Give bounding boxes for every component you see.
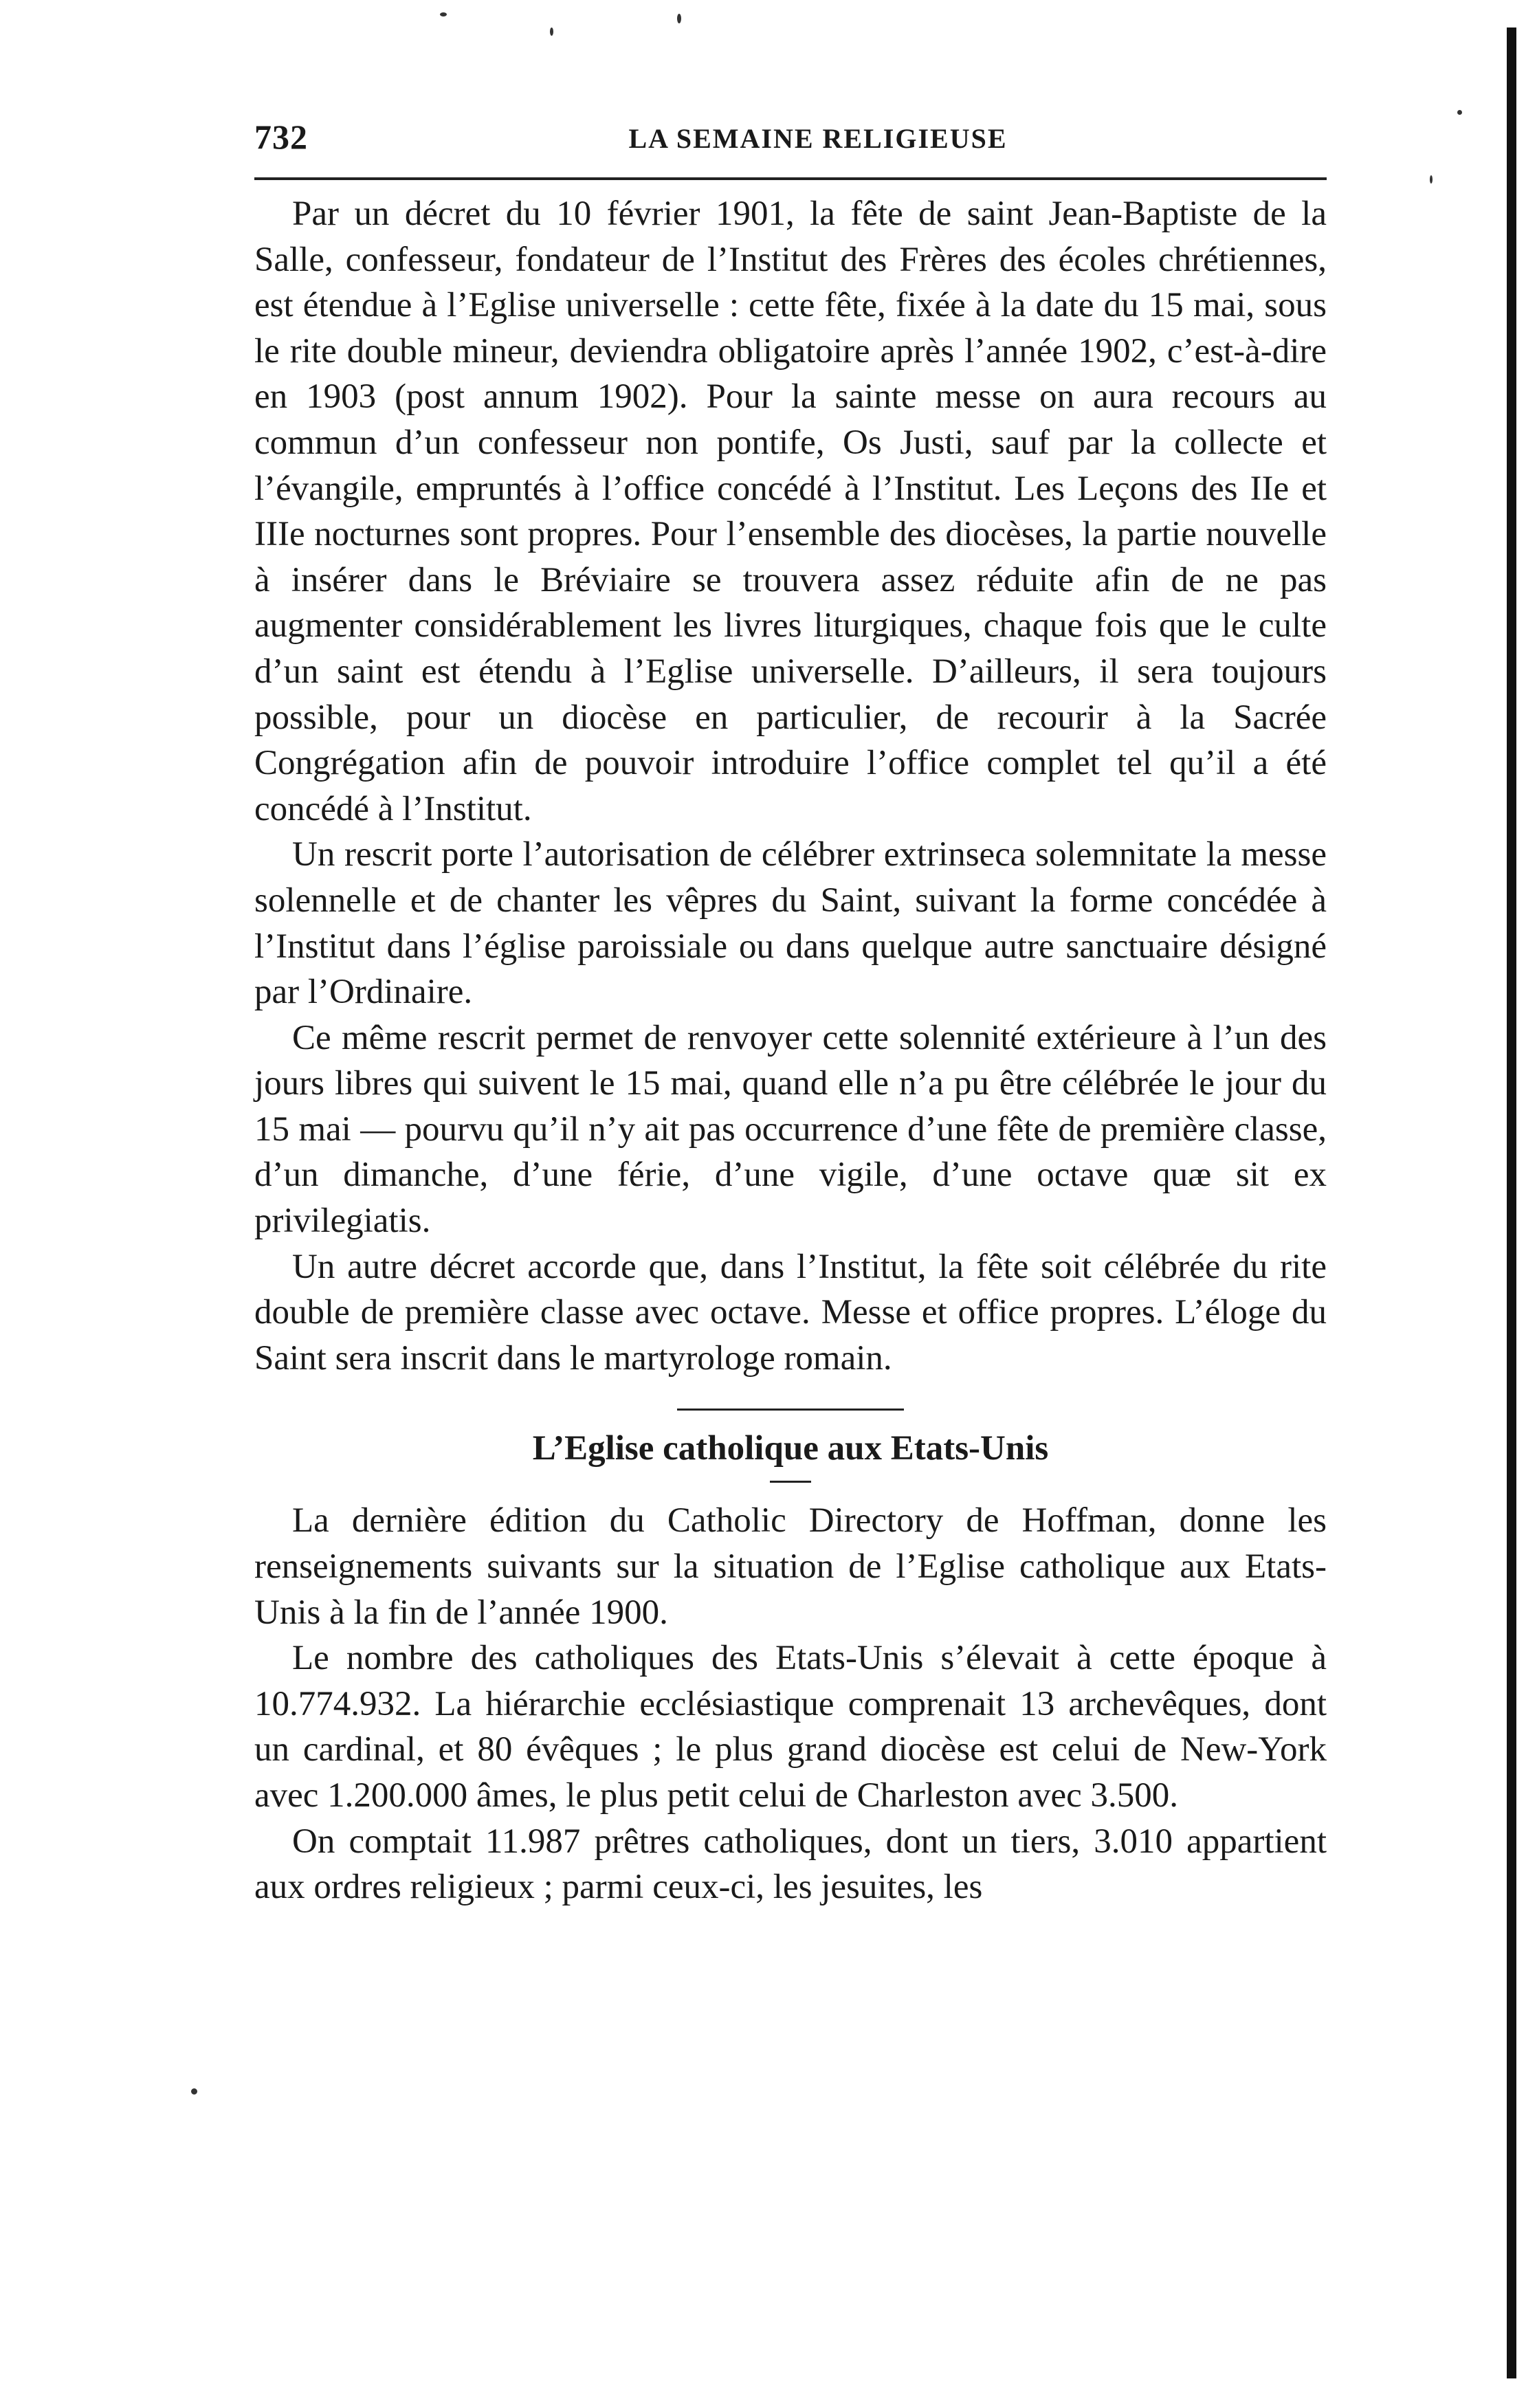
paragraph: La dernière édition du Catholic Directory de Hoffman, donne les renseignements suivants sur la situation de l’Eglise catholique aux Etats-Unis à la fin de l’année 1900.: [254, 1501, 1327, 1632]
section-divider: [677, 1409, 904, 1411]
scan-speck: [1430, 175, 1433, 184]
scan-speck: [677, 14, 681, 23]
scan-speck: [440, 12, 447, 16]
paragraph: Le nombre des catholiques des Etats-Unis s’élevait à cette époque à 10.774.932. La hiérarchie ecclésiastique comprenait 13 archevêques, dont un cardinal, et 80 évêques ; le plus grand diocèse est celui de New-York avec 1.200.000 âmes, le plus petit celui de Charleston avec 3.500.: [254, 1639, 1327, 1815]
page-number: 732: [254, 118, 308, 156]
header-rule: [254, 177, 1327, 180]
scan-speck: [191, 2088, 197, 2095]
article-decree: [254, 191, 1327, 1381]
paragraph: Un rescrit porte l’autorisation de célébrer extrinseca solemnitate la messe solennelle et de chanter les vêpres du Saint, suivant la forme concédée à l’Institut dans l’église paroissiale ou dans quelque autre sanctuaire désigné par l’Ordinaire.: [254, 835, 1327, 1012]
article-usa: [254, 1498, 1327, 1910]
title-underline: [770, 1481, 811, 1483]
paragraph: On comptait 11.987 prêtres catholiques, dont un tiers, 3.010 appartient aux ordres religieux ; parmi ceux-ci, les jesuites, les: [254, 1822, 1327, 1907]
section-title: L’Eglise catholique aux Etats-Unis: [532, 1429, 1049, 1468]
paragraph: Par un décret du 10 février 1901, la fête de saint Jean-Baptiste de la Salle, confesseur, fondateur de l’Institut des Frères des écoles chrétiennes, est étendue à l’Eglise universelle : cette fête, fixée à la date du 15 mai, sous le rite double mineur, deviendra obligatoire après l’année 1902, c’est-à-dire en 1903 (post annum 1902). Pour la sainte messe on aura recours au commun d’un confesseur non pontife, Os Justi, sauf par la collecte et l’évangile, empruntés à l’office concédé à l’Institut. Les Leçons des IIe et IIIe nocturnes sont propres. Pour l’ensemble des diocèses, la partie nouvelle à insérer dans le Bréviaire se trouvera assez réduite afin de ne pas augmenter considérablement les livres liturgiques, chaque fois que le culte d’un saint est étendu à l’Eglise universelle. D’ailleurs, il sera toujours possible, pour un diocèse en particulier, de recourir à la Sacrée Congrégation afin de pouvoir introduire l’office complet tel qu’il a été concédé à l’Institut.: [254, 195, 1327, 828]
paragraph: Ce même rescrit permet de renvoyer cette solennité extérieure à l’un des jours libres qui suivent le 15 mai, quand elle n’a pu être célébrée le jour du 15 mai — pourvu qu’il n’y ait pas occurrence d’une fête de première classe, d’un dimanche, d’une férie, d’une vigile, d’une octave quæ sit ex privilegiatis.: [254, 1018, 1327, 1241]
running-title: LA SEMAINE RELIGIEUSE: [628, 123, 1008, 154]
scan-edge-bar: [1507, 27, 1516, 2378]
page-header: [254, 117, 1327, 165]
scan-speck: [550, 27, 553, 36]
paragraph: Un autre décret accorde que, dans l’Institut, la fête soit célébrée du rite double de première classe avec octave. Messe et office propres. L’éloge du Saint sera inscrit dans le martyrologe romain.: [254, 1247, 1327, 1378]
document-page: [254, 117, 1327, 1910]
scan-speck: [1457, 110, 1462, 115]
